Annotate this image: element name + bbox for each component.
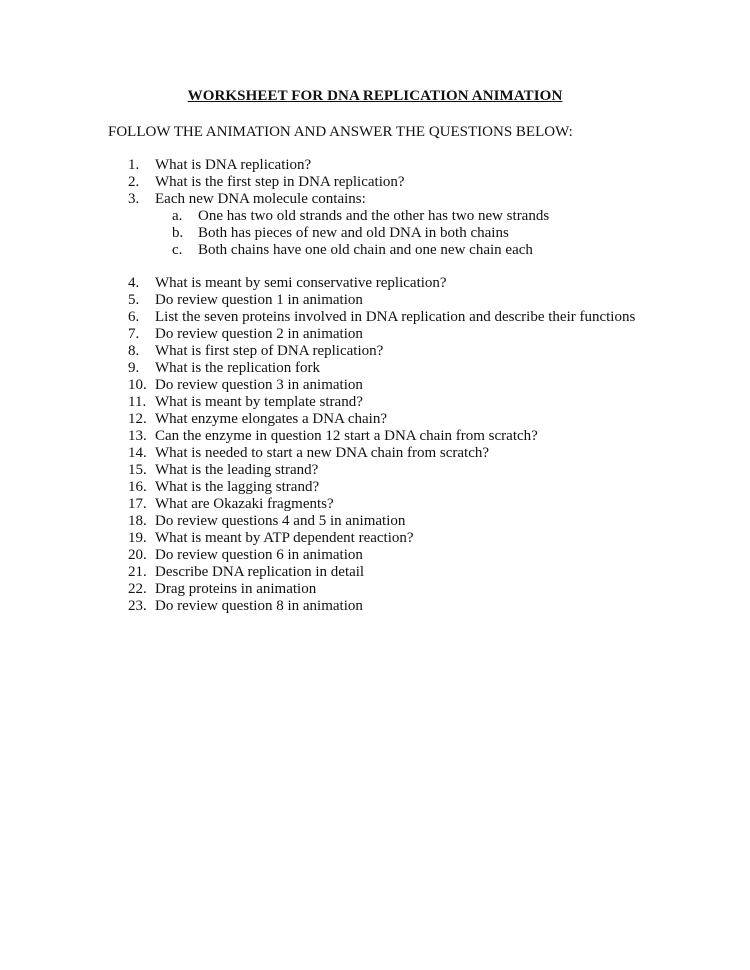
question-text: What is meant by template strand? — [155, 394, 363, 410]
question-text: What is the replication fork — [155, 360, 320, 376]
question-number: 18. — [128, 513, 147, 529]
question-item — [128, 191, 688, 208]
option-text: Both has pieces of new and old DNA in both chains — [198, 225, 509, 241]
question-item — [128, 462, 688, 479]
question-item — [128, 292, 688, 309]
question-text: What are Okazaki fragments? — [155, 496, 334, 512]
worksheet-instructions: FOLLOW THE ANIMATION AND ANSWER THE QUESTIONS BELOW: — [108, 124, 573, 140]
question-item — [128, 564, 688, 581]
option-letter: b. — [172, 225, 184, 241]
question-text: What is the first step in DNA replication? — [155, 174, 405, 190]
question-item — [128, 411, 688, 428]
question-item — [128, 326, 688, 343]
list-spacer — [128, 259, 688, 275]
question-item — [128, 496, 688, 513]
question-item — [128, 445, 688, 462]
question-item — [128, 394, 688, 411]
question-number: 15. — [128, 462, 147, 478]
question-text: What is needed to start a new DNA chain from scratch? — [155, 445, 490, 461]
question-item — [128, 428, 688, 445]
question-item — [128, 377, 688, 394]
question-number: 19. — [128, 530, 147, 546]
q3-option-list — [128, 208, 688, 259]
question-item — [128, 343, 688, 360]
question-text: Do review question 8 in animation — [155, 598, 363, 614]
question-number: 4. — [128, 275, 140, 291]
question-number: 22. — [128, 581, 147, 597]
question-text: What is the lagging strand? — [155, 479, 320, 495]
question-text: Do review questions 4 and 5 in animation — [155, 513, 406, 529]
question-number: 14. — [128, 445, 147, 461]
question-text: What is the leading strand? — [155, 462, 319, 478]
question-item — [128, 598, 688, 615]
q3-option — [128, 208, 688, 225]
question-number: 12. — [128, 411, 147, 427]
question-number: 10. — [128, 377, 147, 393]
question-text: What is meant by semi conservative replication? — [155, 275, 447, 291]
question-text: Describe DNA replication in detail — [155, 564, 365, 580]
question-item — [128, 513, 688, 530]
question-number: 7. — [128, 326, 140, 342]
question-number: 23. — [128, 598, 147, 614]
option-letter: a. — [172, 208, 183, 224]
question-number: 3. — [128, 191, 140, 207]
question-number: 1. — [128, 157, 140, 173]
question-item — [128, 174, 688, 191]
q3-option — [128, 242, 688, 259]
question-number: 11. — [128, 394, 147, 410]
option-letter: c. — [172, 242, 183, 258]
question-number: 6. — [128, 309, 140, 325]
q3-option — [128, 225, 688, 242]
question-number: 8. — [128, 343, 140, 359]
question-item — [128, 309, 688, 326]
question-text: Drag proteins in animation — [155, 581, 317, 597]
option-text: One has two old strands and the other has two new strands — [198, 208, 550, 224]
question-item — [128, 157, 688, 174]
question-item — [128, 530, 688, 547]
option-text: Both chains have one old chain and one new chain each — [198, 242, 533, 258]
question-number: 2. — [128, 174, 140, 190]
question-number: 13. — [128, 428, 147, 444]
question-number: 16. — [128, 479, 147, 495]
question-item — [128, 479, 688, 496]
question-text: Do review question 6 in animation — [155, 547, 363, 563]
question-text: Can the enzyme in question 12 start a DNA chain from scratch? — [155, 428, 538, 444]
question-number: 5. — [128, 292, 140, 308]
question-item — [128, 360, 688, 377]
question-number: 20. — [128, 547, 147, 563]
question-text: List the seven proteins involved in DNA replication and describe their functions — [155, 309, 636, 325]
question-item — [128, 581, 688, 598]
question-number: 9. — [128, 360, 140, 376]
question-text: Each new DNA molecule contains: — [155, 191, 366, 207]
question-text: What is meant by ATP dependent reaction? — [155, 530, 414, 546]
question-text: What enzyme elongates a DNA chain? — [155, 411, 387, 427]
question-item — [128, 275, 688, 292]
question-item — [128, 547, 688, 564]
question-text: What is DNA replication? — [155, 157, 312, 173]
worksheet-title: WORKSHEET FOR DNA REPLICATION ANIMATION — [187, 88, 563, 104]
question-text: What is first step of DNA replication? — [155, 343, 384, 359]
question-text: Do review question 2 in animation — [155, 326, 363, 342]
question-list — [128, 157, 688, 615]
question-text: Do review question 3 in animation — [155, 377, 363, 393]
question-number: 17. — [128, 496, 147, 512]
question-text: Do review question 1 in animation — [155, 292, 363, 308]
question-number: 21. — [128, 564, 147, 580]
